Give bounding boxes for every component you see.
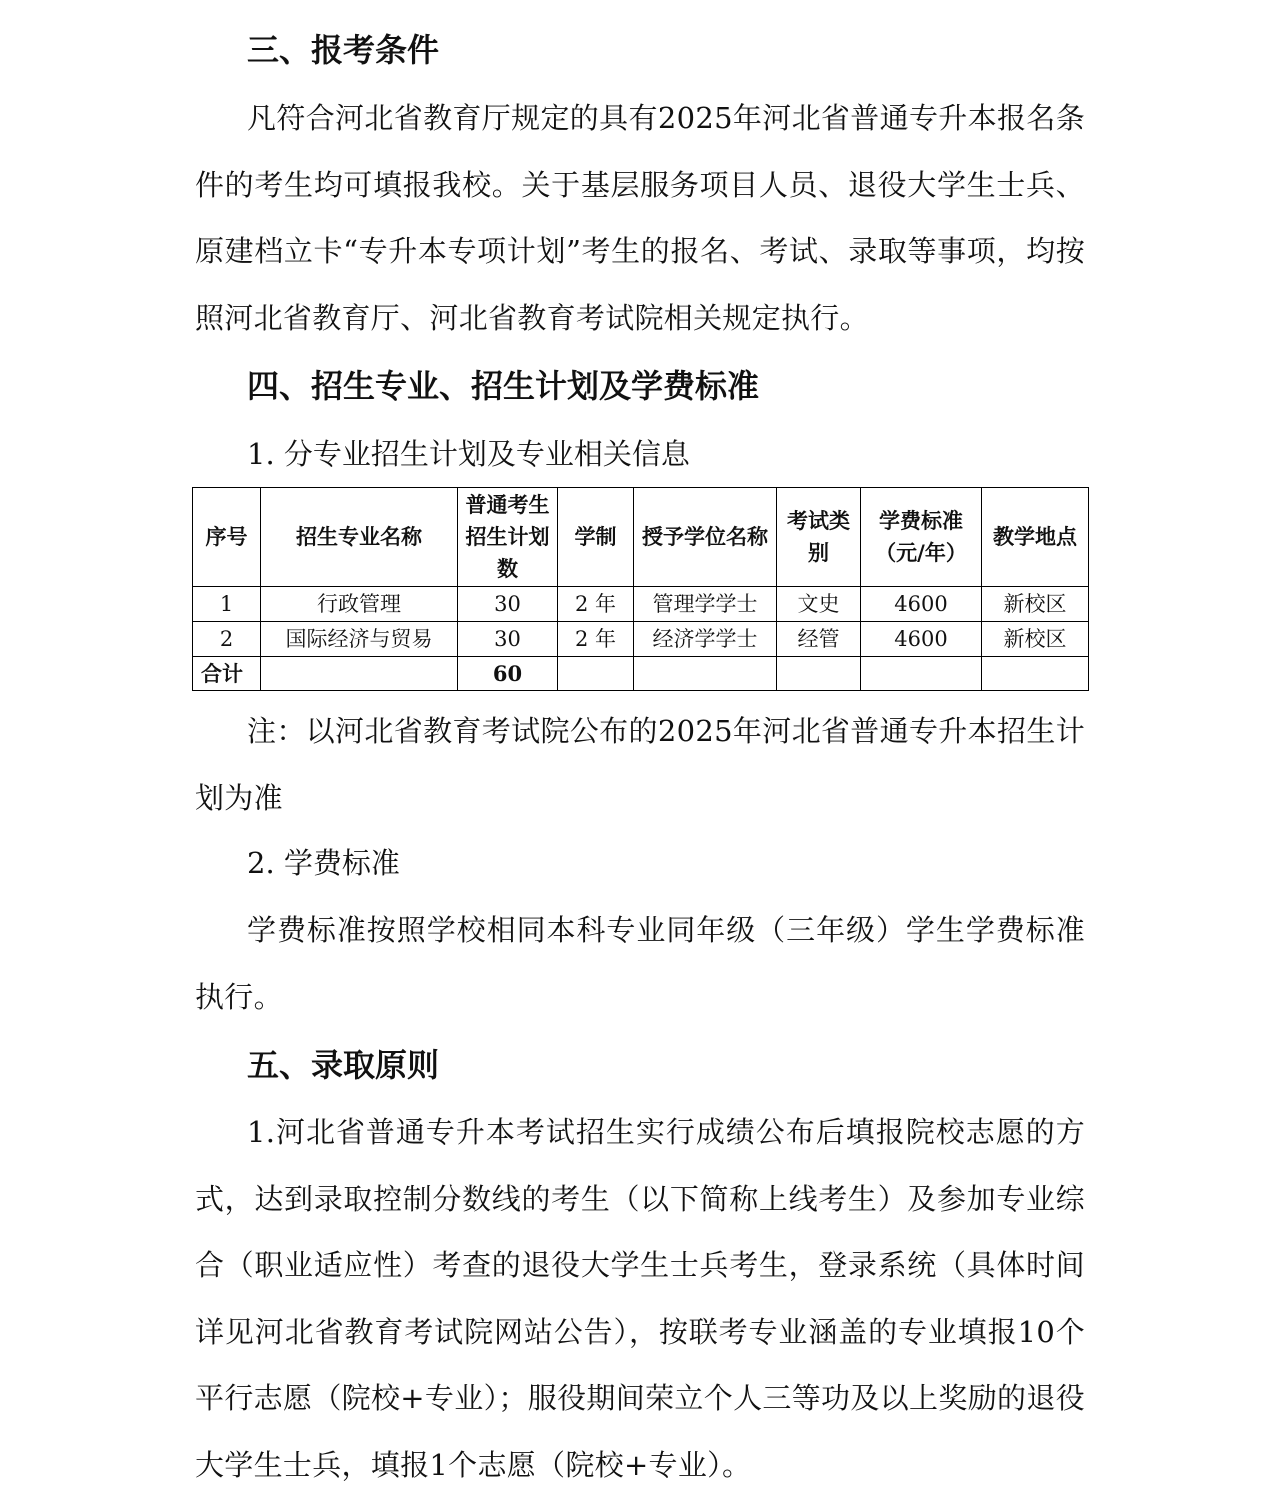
section-5-title: 五、录取原则 — [247, 1046, 440, 1084]
cell-exam: 经管 — [777, 622, 861, 657]
total-plan: 60 — [458, 657, 558, 691]
header-degree: 授予学位名称 — [634, 488, 777, 587]
header-location: 教学地点 — [982, 488, 1089, 587]
section-4-sub-1: 1. 分专业招生计划及专业相关信息 — [247, 437, 690, 471]
header-major: 招生专业名称 — [261, 488, 458, 587]
cell-major: 国际经济与贸易 — [261, 622, 458, 657]
total-empty-years — [558, 657, 634, 691]
header-exam: 考试类别 — [777, 488, 861, 587]
table-note: 注：以河北省教育考试院公布的2025年河北省普通专升本招生计划为准 — [195, 714, 1085, 815]
table-total-row — [193, 657, 1089, 691]
section-4-title: 四、招生专业、招生计划及学费标准 — [247, 367, 760, 405]
table-row — [193, 622, 1089, 657]
section-3-body: 凡符合河北省教育厅规定的具有2025年河北省普通专升本报名条件的考生均可填报我校。关于基层服务项目人员、退役大学生士兵、原建档立卡“专升本专项计划”考生的报名、考试、录取等事项，均按照河北省教育厅、河北省教育考试院相关规定执行。 — [195, 101, 1085, 335]
cell-no: 1 — [193, 587, 261, 622]
header-no: 序号 — [193, 488, 261, 587]
header-fee: 学费标准（元/年） — [861, 488, 982, 587]
cell-fee: 4600 — [861, 622, 982, 657]
cell-degree: 管理学学士 — [634, 587, 777, 622]
total-empty-major — [261, 657, 458, 691]
total-empty-degree — [634, 657, 777, 691]
fee-standard-body: 学费标准按照学校相同本科专业同年级（三年级）学生学费标准执行。 — [195, 913, 1085, 1014]
cell-years: 2 年 — [558, 587, 634, 622]
cell-degree: 经济学学士 — [634, 622, 777, 657]
table-header-row — [193, 488, 1089, 587]
cell-exam: 文史 — [777, 587, 861, 622]
total-empty-location — [982, 657, 1089, 691]
total-empty-exam — [777, 657, 861, 691]
section-4-sub-2: 2. 学费标准 — [247, 846, 400, 880]
header-years: 学制 — [558, 488, 634, 587]
section-3-title: 三、报考条件 — [247, 31, 440, 69]
cell-location: 新校区 — [982, 587, 1089, 622]
total-label: 合计 — [193, 657, 261, 691]
cell-years: 2 年 — [558, 622, 634, 657]
enrollment-plan-table — [192, 487, 1089, 691]
cell-fee: 4600 — [861, 587, 982, 622]
section-5-body: 1.河北省普通专升本考试招生实行成绩公布后填报院校志愿的方式，达到录取控制分数线的考生（以下简称上线考生）及参加专业综合（职业适应性）考查的退役大学生士兵考生，登录系统（具体时间详见河北省教育考试院网站公告），按联考专业涵盖的专业填报10个平行志愿（院校+专业）；服役期间荣立个人三等功及以上奖励的退役大学生士兵，填报1个志愿（院校+专业）。 — [195, 1115, 1085, 1482]
table-row — [193, 587, 1089, 622]
cell-plan: 30 — [458, 622, 558, 657]
cell-plan: 30 — [458, 587, 558, 622]
cell-location: 新校区 — [982, 622, 1089, 657]
cell-no: 2 — [193, 622, 261, 657]
cell-major: 行政管理 — [261, 587, 458, 622]
header-plan: 普通考生招生计划数 — [458, 488, 558, 587]
total-empty-fee — [861, 657, 982, 691]
